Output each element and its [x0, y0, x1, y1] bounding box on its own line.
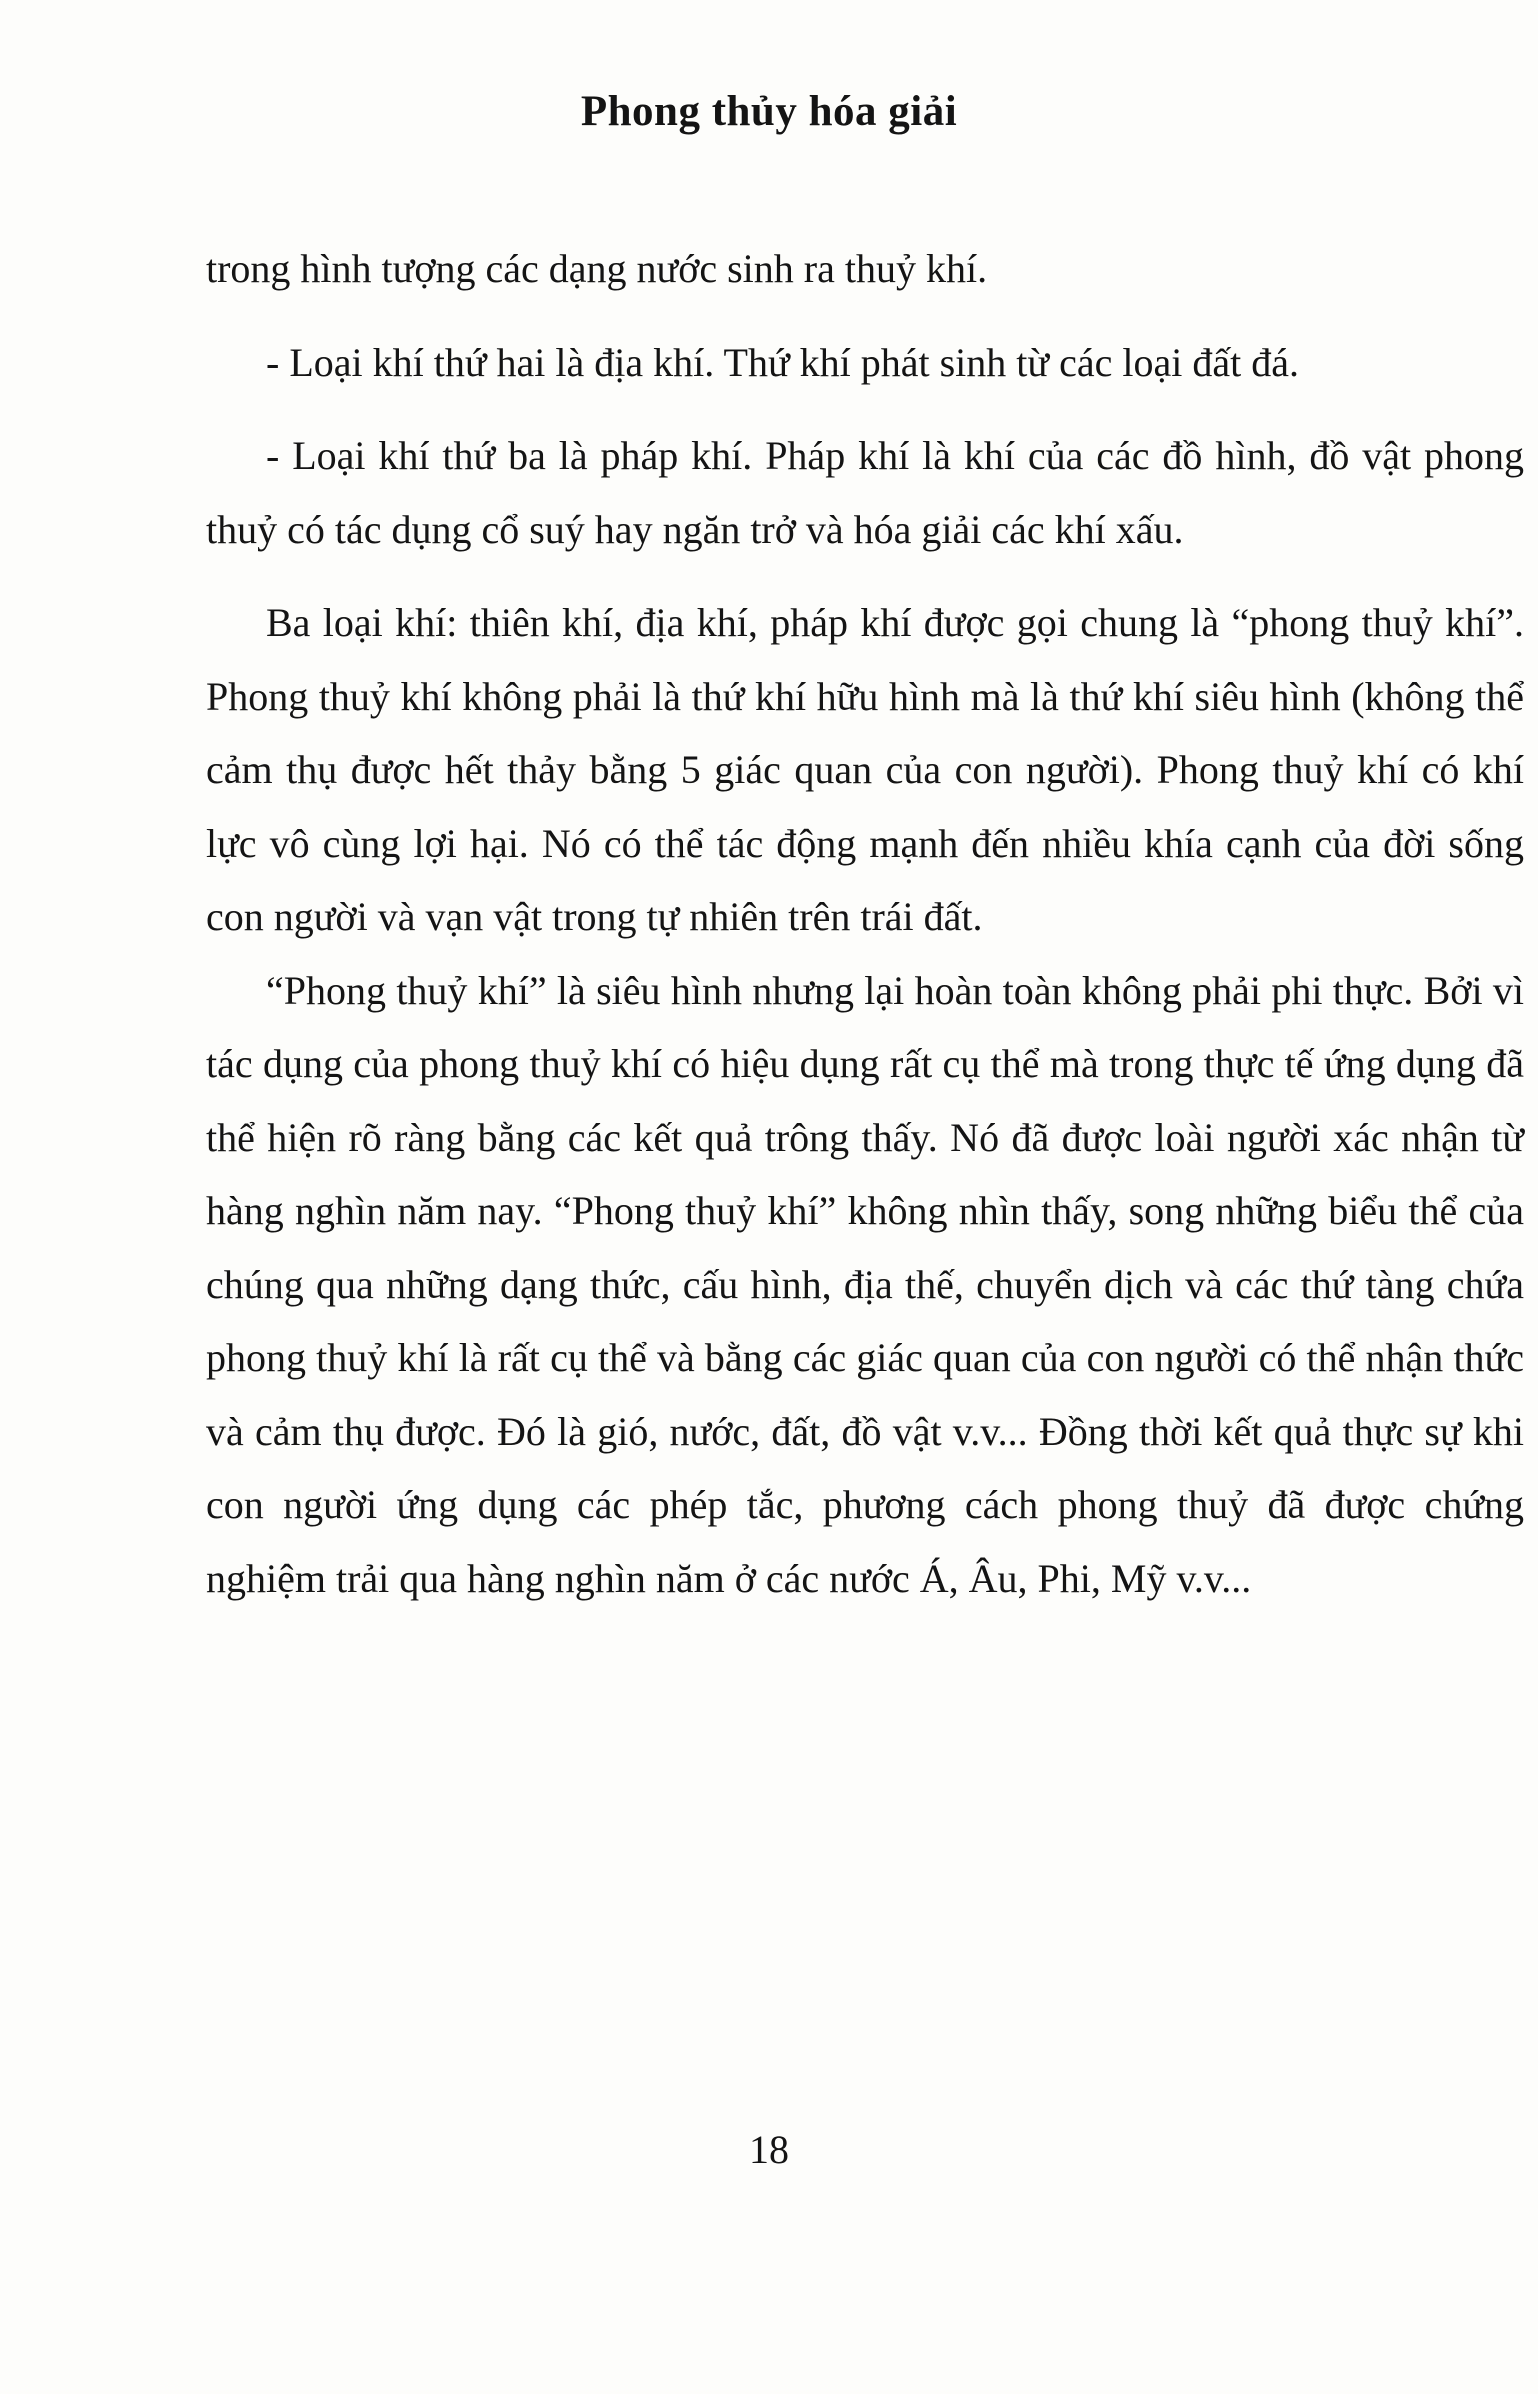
paragraph-dia-khi: - Loại khí thứ hai là địa khí. Thứ khí phát sinh từ các loại đất đá. — [266, 339, 1299, 385]
running-header: Phong thủy hóa giải — [580, 88, 958, 135]
body-text — [206, 232, 1524, 1615]
paragraph-phap-khi: - Loại khí thứ ba là pháp khí. Pháp khí là khí của các đồ hình, đồ vật phong thuỷ có tác dụng cổ suý hay ngăn trở và hóa giải các khí xấu. — [206, 433, 1524, 552]
paragraph-phong-thuy-khi: Ba loại khí: thiên khí, địa khí, pháp khí được gọi chung là “phong thuỷ khí”. Phong thuỷ khí không phải là thứ khí hữu hình mà là thứ khí siêu hình (không thể cảm thụ được hết thảy bằng 5 giác quan của con người). Phong thuỷ khí có khí lực vô cùng lợi hại. Nó có thể tác động mạnh đến nhiều khía cạnh của đời sống con người và vạn vật trong tự nhiên trên trái đất. — [206, 600, 1524, 939]
paragraph-continuation: trong hình tượng các dạng nước sinh ra thuỷ khí. — [206, 246, 988, 291]
paragraph-sieu-hinh: “Phong thuỷ khí” là siêu hình nhưng lại hoàn toàn không phải phi thực. Bởi vì tác dụng của phong thuỷ khí có hiệu dụng rất cụ thể mà trong thực tế ứng dụng đã thể hiện rõ ràng bằng các kết quả trông thấy. Nó đã được loài người xác nhận từ hàng nghìn năm nay. “Phong thuỷ khí” không nhìn thấy, song những biểu thể của chúng qua những dạng thức, cấu hình, địa thế, chuyển dịch và các thứ tàng chứa phong thuỷ khí là rất cụ thể và bằng các giác quan của con người có thể nhận thức và cảm thụ được. Đó là gió, nước, đất, đồ vật v.v... Đồng thời kết quả thực sự khi con người ứng dụng các phép tắc, phương cách phong thuỷ đã được chứng nghiệm trải qua hàng nghìn năm ở các nước Á, Âu, Phi, Mỹ v.v... — [206, 967, 1524, 1601]
page-number: 18 — [749, 2127, 789, 2172]
